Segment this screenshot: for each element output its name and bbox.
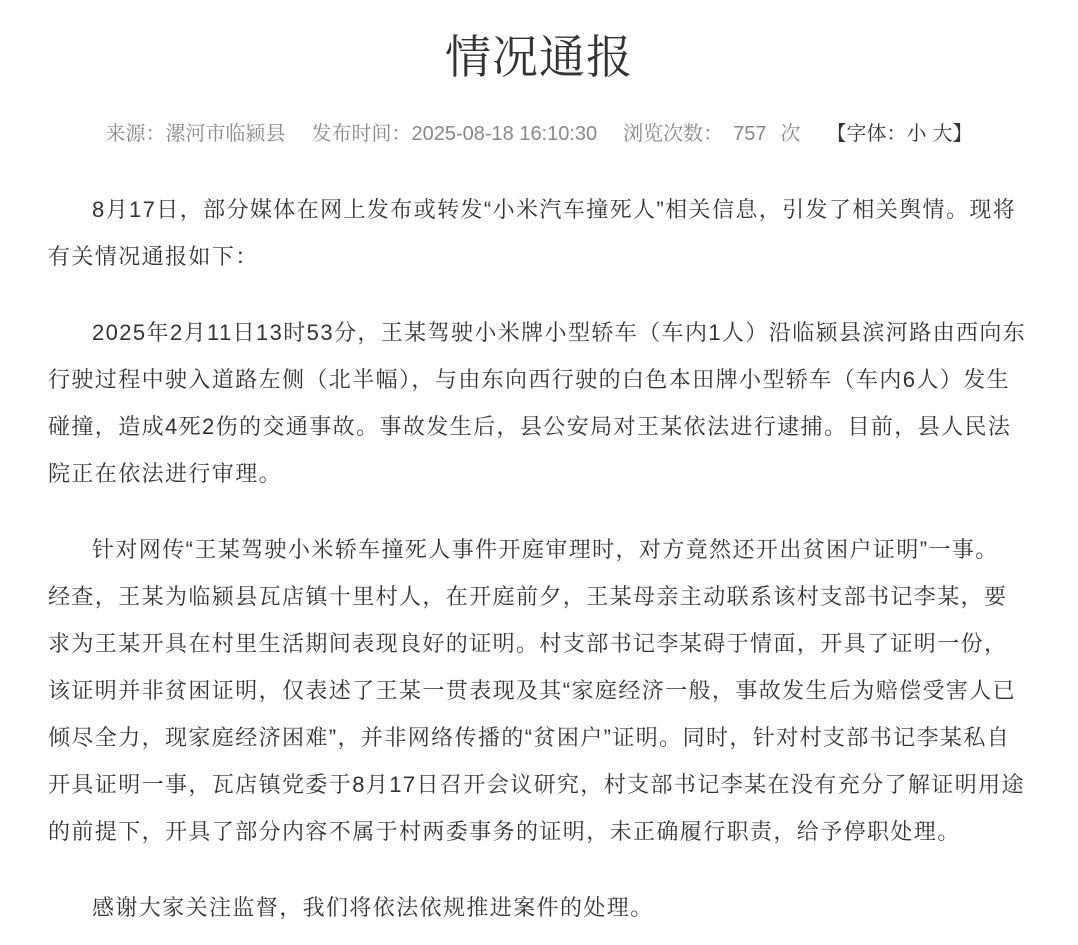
paragraph-4 (48, 884, 1030, 931)
paragraph-line: 倾尽全力，现家庭经济困难”，并非网络传播的“贫困户”证明。同时，针对村支部书记李某私自 (48, 725, 1011, 750)
paragraph-line: 针对网传“王某驾驶小米轿车撞死人事件开庭审理时，对方竟然还开出贫困户证明”一事。 (92, 537, 999, 562)
paragraph-1 (48, 186, 1030, 280)
paragraph-2 (48, 309, 1030, 497)
source-value: 漯河市临颍县 (165, 123, 286, 145)
paragraph-3 (48, 526, 1030, 855)
source-info (105, 119, 285, 149)
paragraph-line: 感谢大家关注监督，我们将依法依规推进案件的处理。 (92, 895, 654, 920)
article-meta (48, 119, 1030, 149)
paragraph-line: 碰撞，造成4死2伤的交通事故。事故发生后，县公安局对王某依法进行逮捕。目前，县人民法 (48, 414, 1012, 439)
paragraph-line: 8月17日，部分媒体在网上发布或转发“小米汽车撞死人”相关信息，引发了相关舆情。现将 (92, 197, 1017, 222)
paragraph-line: 求为王某开具在村里生活期间表现良好的证明。村支部书记李某碍于情面，开具了证明一份， (48, 631, 1008, 656)
publish-time-value: 2025-08-18 16:10:30 (411, 123, 598, 145)
font-size-label-open: 【字体： (826, 123, 907, 145)
view-count-label: 浏览次数： (623, 123, 724, 145)
paragraph-line: 2025年2月11日13时53分，王某驾驶小米牌小型轿车（车内1人）沿临颍县滨河路由西向东 (92, 320, 1027, 345)
font-size-large-button[interactable]: 大 (932, 123, 953, 145)
publish-time-info (311, 119, 597, 149)
paragraph-line: 的前提下，开具了部分内容不属于村两委事务的证明，未正确履行职责，给予停职处理。 (48, 819, 961, 844)
view-count-info (623, 119, 800, 149)
article-title: 情况通报 (445, 31, 633, 83)
article-body (48, 186, 1030, 931)
font-size-label-close: 】 (952, 123, 973, 145)
publish-time-label: 发布时间： (311, 123, 412, 145)
paragraph-line: 院正在依法进行审理。 (48, 461, 283, 486)
source-label: 来源： (105, 123, 166, 145)
paragraph-line: 经查，王某为临颍县瓦店镇十里村人，在开庭前夕，王某母亲主动联系该村支部书记李某，要 (48, 584, 1008, 609)
view-count-value: 757 (733, 123, 767, 145)
view-count-unit: 次 (780, 123, 801, 145)
font-size-control (827, 119, 973, 149)
font-size-small-button[interactable]: 小 (906, 123, 927, 145)
paragraph-line: 行驶过程中驶入道路左侧（北半幅），与由东向西行驶的白色本田牌小型轿车（车内6人）发生 (48, 367, 1011, 392)
paragraph-line: 该证明并非贫困证明，仅表述了王某一贯表现及其“家庭经济一般，事故发生后为赔偿受害人已 (48, 678, 1017, 703)
paragraph-line: 有关情况通报如下： (48, 244, 259, 269)
paragraph-line: 开具证明一事，瓦店镇党委于8月17日召开会议研究，村支部书记李某在没有充分了解证明用途 (48, 772, 1025, 797)
